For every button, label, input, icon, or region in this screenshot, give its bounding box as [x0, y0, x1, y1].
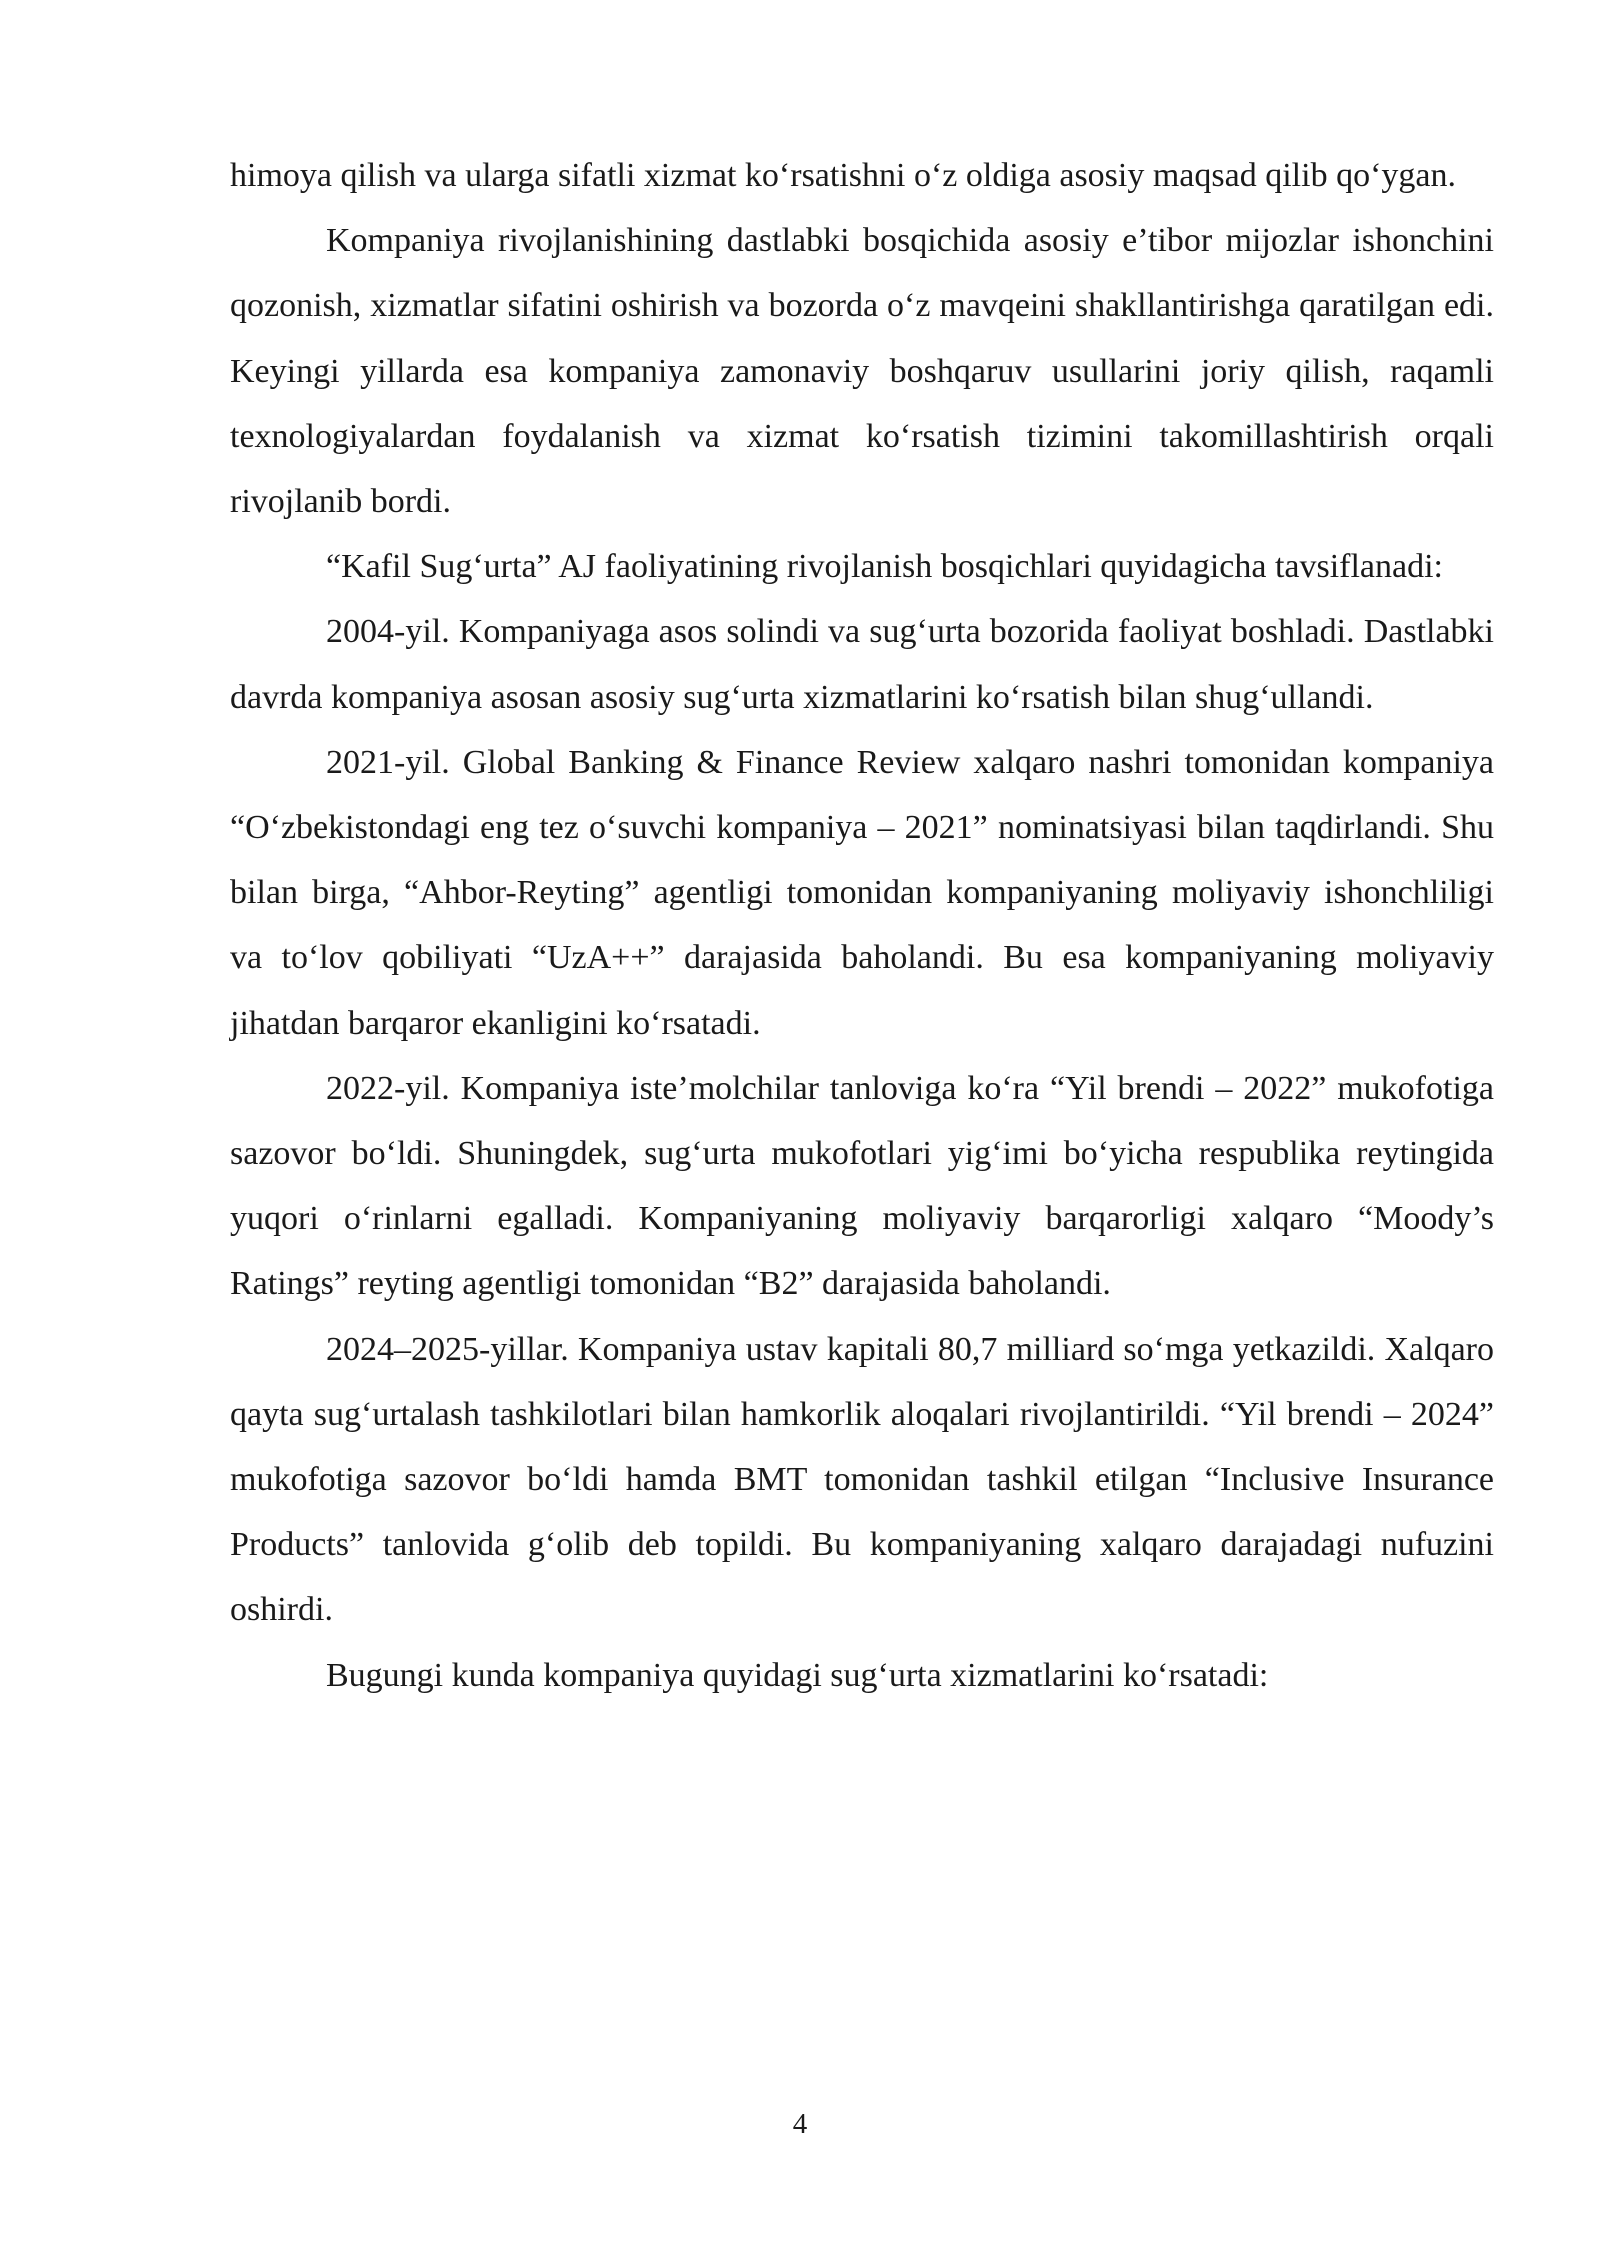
- paragraph-2024-2025: 2024–2025-yillar. Kompaniya ustav kapitali 80,7 milliard so‘mga yetkazildi. Xalqaro qayta sug‘urtalash tashkilotlari bilan hamkorlik aloqalari rivojlantirildi. “Yil brendi – 2024” mukofotiga sazovor bo‘ldi hamda BMT tomonidan tashkil etilgan “Inclusive Insurance Products” tanlovida g‘olib deb topildi. Bu kompaniyaning xalqaro darajadagi nufuzini oshirdi.: [230, 1330, 1494, 1629]
- page-number: 4: [792, 2108, 808, 2140]
- paragraph-continuation: himoya qilish va ularga sifatli xizmat ko‘rsatishni o‘z oldiga asosiy maqsad qilib qo‘ygan.: [230, 157, 1456, 194]
- paragraph-services-intro: Bugungi kunda kompaniya quyidagi sug‘urta xizmatlarini ko‘rsatadi:: [326, 1656, 1269, 1694]
- paragraph-stages-intro: “Kafil Sug‘urta” AJ faoliyatining rivojlanish bosqichlari quyidagicha tavsiflanadi:: [326, 548, 1444, 586]
- paragraph-company-development: Kompaniya rivojlanishining dastlabki bosqichida asosiy e’tibor mijozlar ishonchini qozonish, xizmatlar sifatini oshirish va bozorda o‘z mavqeini shakllantirishga qaratilgan edi. Keyingi yillarda esa kompaniya zamonaviy boshqaruv usullarini joriy qilish, raqamli texnologiyalardan foydalanish va xizmat ko‘rsatish tizimini takomillashtirish orqali rivojlanib bordi.: [230, 222, 1494, 521]
- paragraph-2022: 2022-yil. Kompaniya iste’molchilar tanloviga ko‘ra “Yil brendi – 2022” mukofotiga sazovor bo‘ldi. Shuningdek, sug‘urta mukofotlari yig‘imi bo‘yicha respublika reytingida yuqori o‘rinlarni egalladi. Kompaniyaning moliyaviy barqarorligi xalqaro “Moody’s Ratings” reyting agentligi tomonidan “B2” darajasida baholandi.: [230, 1069, 1494, 1303]
- document-body: [230, 143, 1494, 1708]
- paragraph-2004: 2004-yil. Kompaniyaga asos solindi va sug‘urta bozorida faoliyat boshladi. Dastlabki davrda kompaniya asosan asosiy sug‘urta xizmatlarini ko‘rsatish bilan shug‘ullandi.: [230, 613, 1494, 716]
- paragraph-2021: 2021-yil. Global Banking & Finance Review xalqaro nashri tomonidan kompaniya “O‘zbekistondagi eng tez o‘suvchi kompaniya – 2021” nominatsiyasi bilan taqdirlandi. Shu bilan birga, “Ahbor-Reyting” agentligi tomonidan kompaniyaning moliyaviy ishonchliligi va to‘lov qobiliyati “UzA++” darajasida baholandi. Bu esa kompaniyaning moliyaviy jihatdan barqaror ekanligini ko‘rsatadi.: [230, 743, 1494, 1042]
